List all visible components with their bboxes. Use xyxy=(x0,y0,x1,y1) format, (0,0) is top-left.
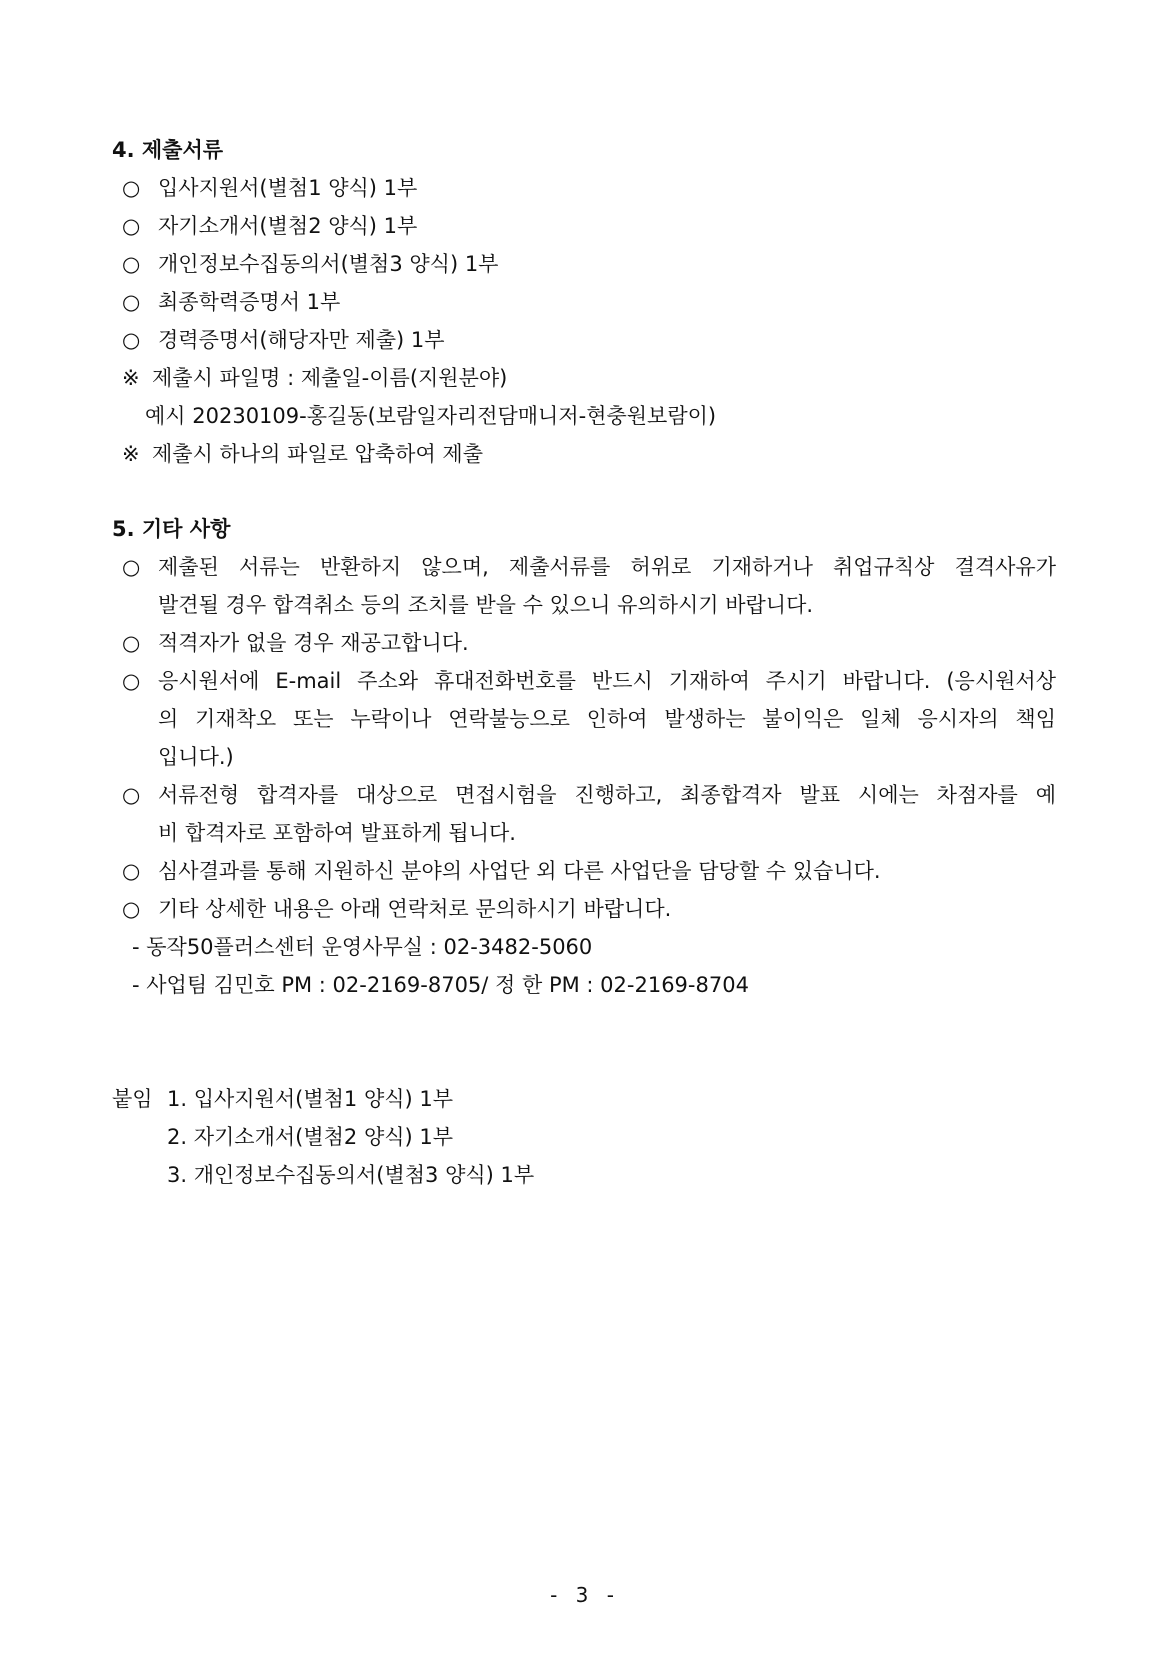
circle-bullet-icon: ○ xyxy=(122,252,141,276)
circle-bullet-icon: ○ xyxy=(122,176,141,200)
list-item-text: 최종학력증명서 1부 xyxy=(158,290,341,314)
paragraph-line: 비 합격자로 포함하여 발표하게 됩니다. xyxy=(158,821,516,845)
note-text: 제출시 하나의 파일로 압축하여 제출 xyxy=(152,442,483,466)
paragraph-line: 입니다.) xyxy=(158,745,234,769)
list-item xyxy=(122,289,340,315)
circle-bullet-icon: ○ xyxy=(122,555,141,579)
note-line xyxy=(122,441,483,467)
list-item xyxy=(122,858,881,884)
circle-bullet-icon: ○ xyxy=(122,669,141,693)
reference-mark-icon: ※ xyxy=(122,442,140,466)
circle-bullet-icon: ○ xyxy=(122,290,141,314)
paragraph-line: 서류전형 합격자를 대상으로 면접시험을 진행하고, 최종합격자 발표 시에는 차점자를 예 xyxy=(158,783,1056,807)
list-item-text: 기타 상세한 내용은 아래 연락처로 문의하시기 바랍니다. xyxy=(158,897,672,921)
attachments-label: 붙임 xyxy=(112,1087,153,1111)
attachment-item: 2. 자기소개서(별첨2 양식) 1부 xyxy=(167,1125,454,1149)
list-item xyxy=(122,327,445,353)
circle-bullet-icon: ○ xyxy=(122,783,141,807)
circle-bullet-icon: ○ xyxy=(122,328,141,352)
list-item-text: 자기소개서(별첨2 양식) 1부 xyxy=(158,214,418,238)
list-item-text: 개인정보수집동의서(별첨3 양식) 1부 xyxy=(158,252,499,276)
circle-bullet-icon: ○ xyxy=(122,214,141,238)
list-item-text: 적격자가 없을 경우 재공고합니다. xyxy=(158,631,469,655)
paragraph-line: 발견될 경우 합격취소 등의 조치를 받을 수 있으니 유의하시기 바랍니다. xyxy=(158,593,814,617)
contact-line: - 동작50플러스센터 운영사무실 : 02-3482-5060 xyxy=(132,935,593,959)
contact-line: - 사업팀 김민호 PM : 02-2169-8705/ 정 한 PM : 02-2169-8704 xyxy=(132,973,749,997)
attachment-item: 1. 입사지원서(별첨1 양식) 1부 xyxy=(167,1087,454,1111)
list-item-text: 입사지원서(별첨1 양식) 1부 xyxy=(158,176,418,200)
list-item-text: 경력증명서(해당자만 제출) 1부 xyxy=(158,328,445,352)
list-item xyxy=(122,213,417,239)
circle-bullet-icon: ○ xyxy=(122,897,141,921)
circle-bullet-icon: ○ xyxy=(122,859,141,883)
paragraph-line: 의 기재착오 또는 누락이나 연락불능으로 인하여 발생하는 불이익은 일체 응시자의 책임 xyxy=(158,707,1056,731)
list-item xyxy=(122,896,671,922)
paragraph-line: 응시원서에 E-mail 주소와 휴대전화번호를 반드시 기재하여 주시기 바랍니다. (응시원서상 xyxy=(158,669,1056,693)
section5-heading: 5. 기타 사항 xyxy=(112,517,231,541)
reference-mark-icon: ※ xyxy=(122,366,140,390)
list-item xyxy=(122,630,469,656)
list-item xyxy=(122,175,417,201)
attachment-item: 3. 개인정보수집동의서(별첨3 양식) 1부 xyxy=(167,1163,535,1187)
list-item xyxy=(122,251,498,277)
section4-heading: 4. 제출서류 xyxy=(112,138,224,162)
note-example: 예시 20230109-홍길동(보람일자리전담매니저-현충원보람이) xyxy=(145,404,717,428)
list-item-text: 심사결과를 통해 지원하신 분야의 사업단 외 다른 사업단을 담당할 수 있습니다. xyxy=(158,859,881,883)
paragraph-line: 제출된 서류는 반환하지 않으며, 제출서류를 허위로 기재하거나 취업규칙상 결격사유가 xyxy=(158,555,1056,579)
circle-bullet-icon: ○ xyxy=(122,631,141,655)
note-line xyxy=(122,365,507,391)
page-number: - 3 - xyxy=(550,1583,620,1607)
note-text: 제출시 파일명 : 제출일-이름(지원분야) xyxy=(152,366,508,390)
